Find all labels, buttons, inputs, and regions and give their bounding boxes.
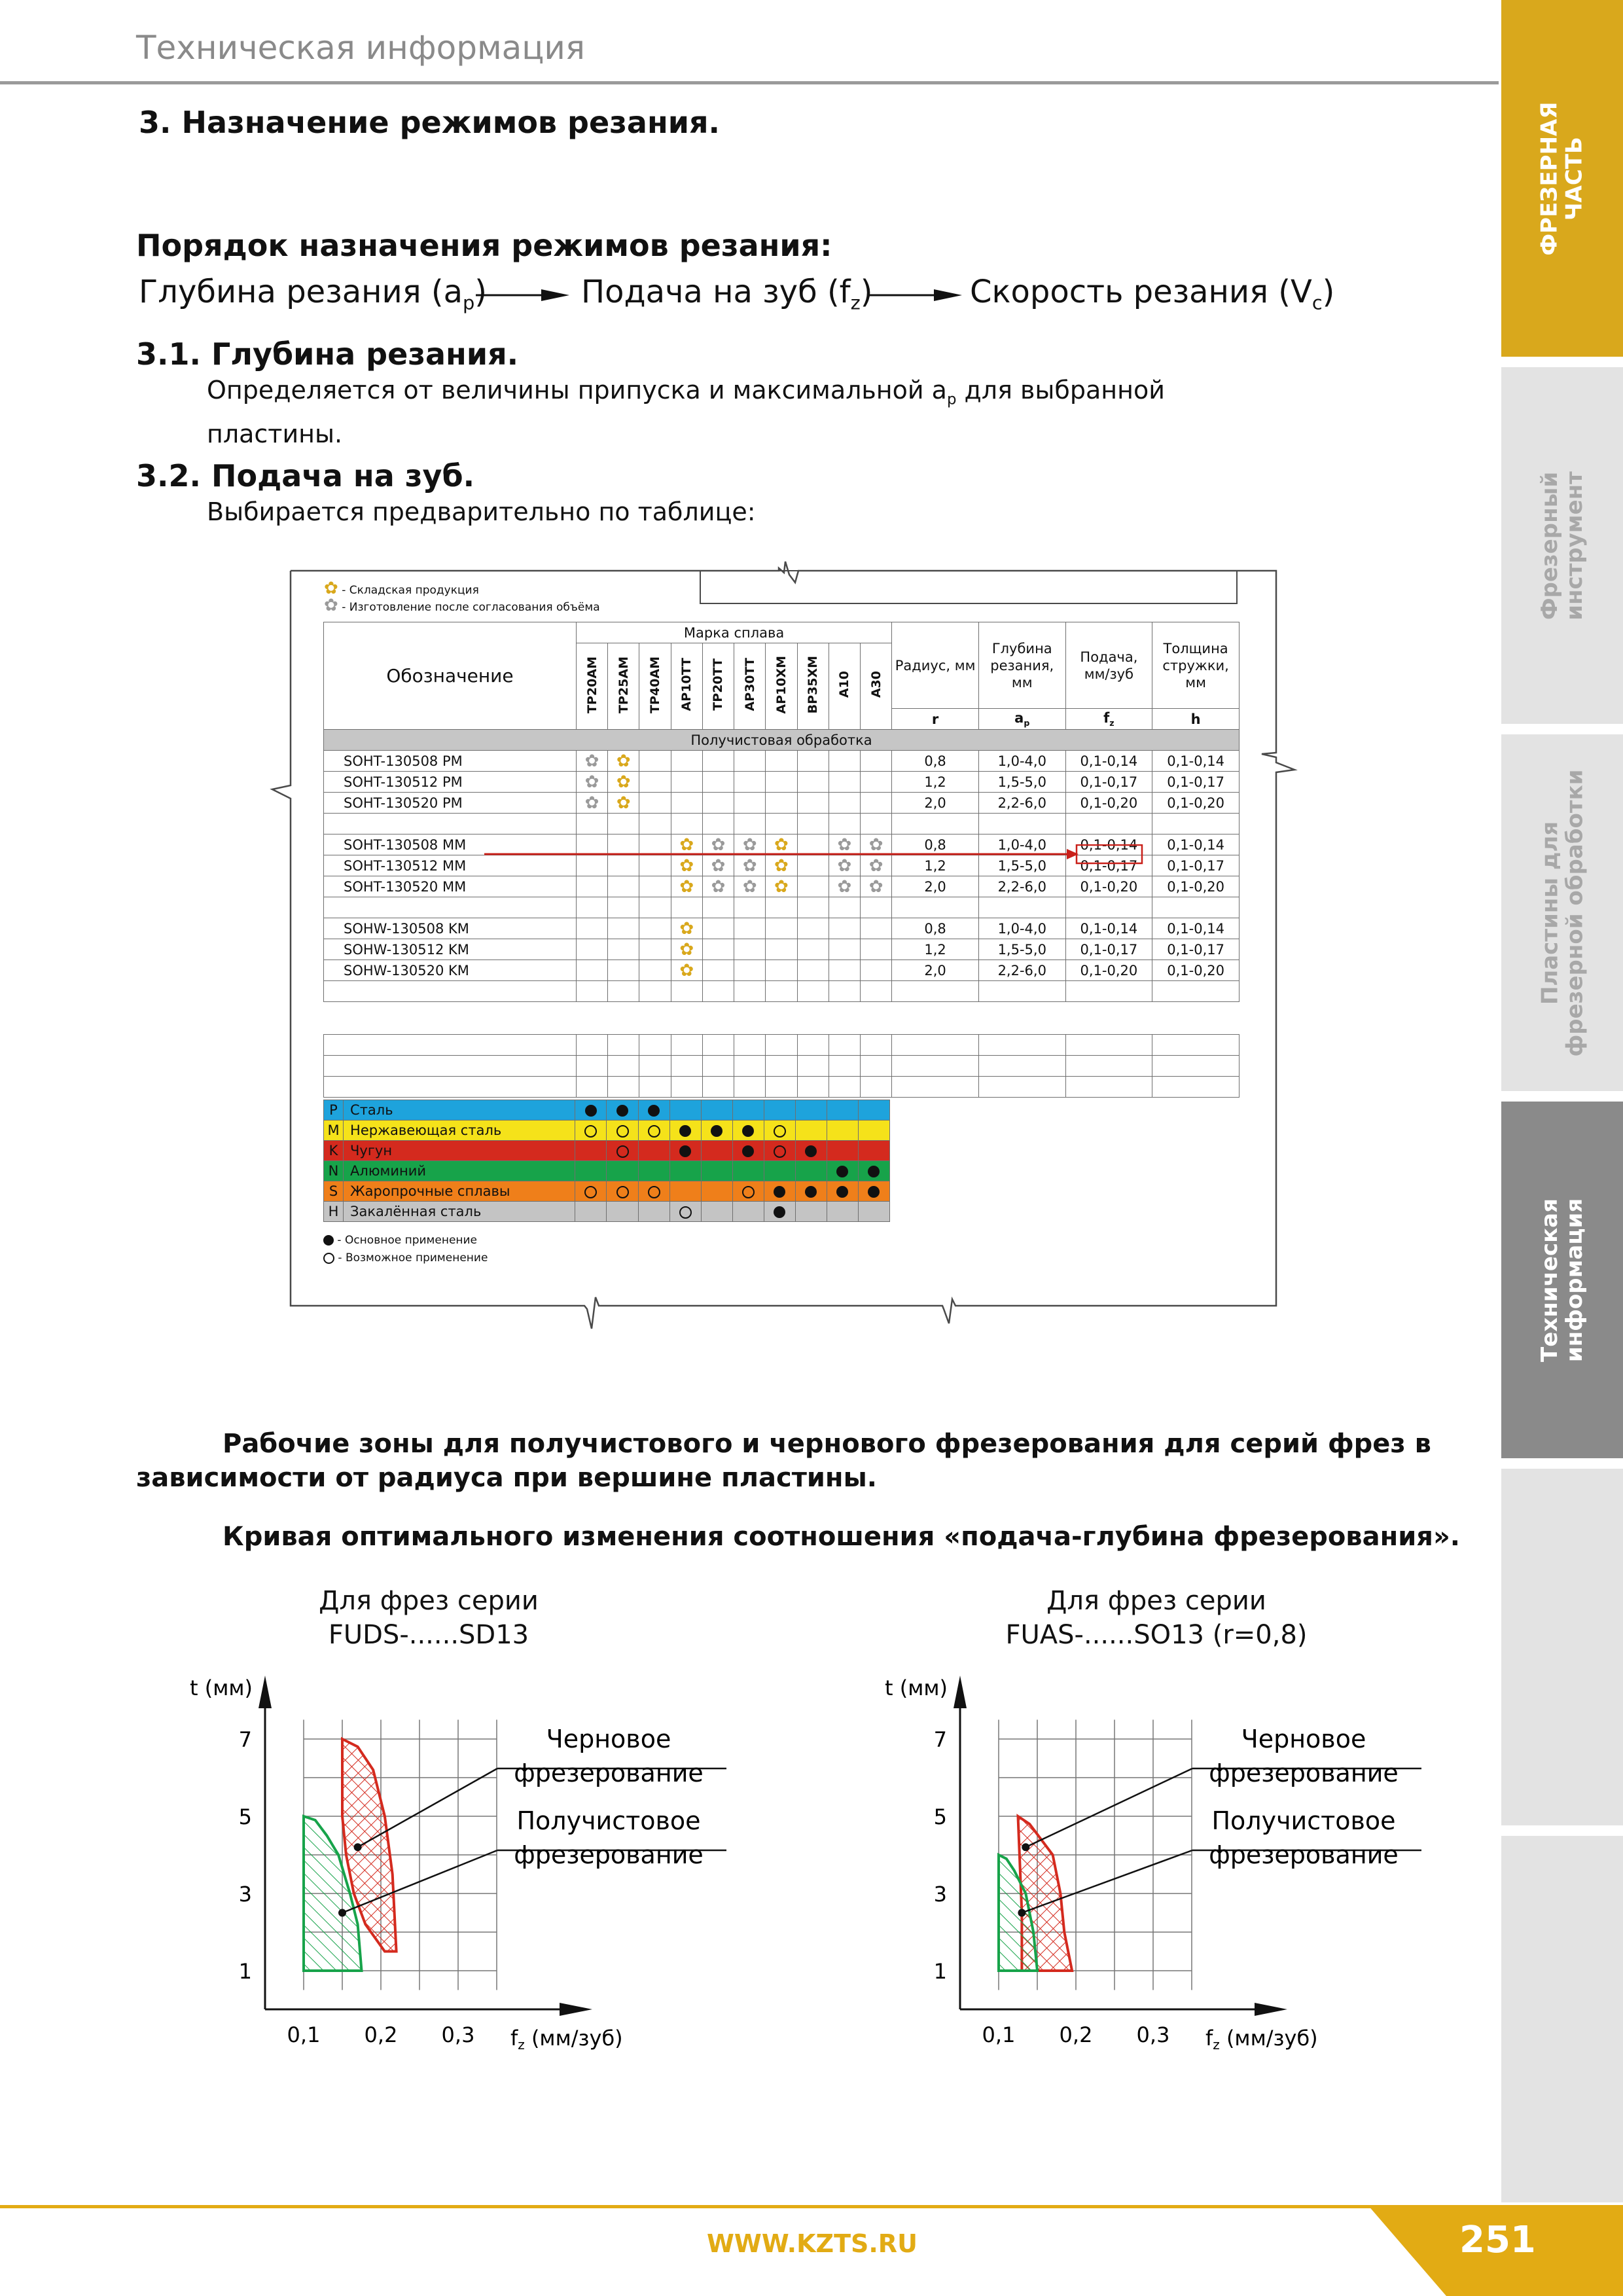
chart-right xyxy=(885,1584,1487,2094)
grade-header: TP20TT xyxy=(702,643,734,730)
ring-dot-icon xyxy=(584,1125,597,1138)
zone-label: Получистовое xyxy=(1211,1806,1396,1835)
sym-h: h xyxy=(1152,709,1240,730)
side-tab-tech-info[interactable] xyxy=(1501,1102,1623,1458)
filled-dot-icon xyxy=(679,1145,691,1157)
y-axis-arrow-icon xyxy=(954,1676,967,1708)
row-r: 2,0 xyxy=(892,960,979,981)
material-row xyxy=(324,1121,890,1141)
filled-dot-icon xyxy=(868,1166,880,1177)
row-designation: SOHT-130520 MM xyxy=(324,876,577,897)
row-ap: 1,0-4,0 xyxy=(978,751,1065,772)
leader-dot-icon xyxy=(338,1909,346,1917)
side-tab-label-1: Пластины для xyxy=(1537,821,1563,1005)
side-tab-label-2: фрезерной обработки xyxy=(1561,769,1588,1056)
leader-dot-icon xyxy=(354,1843,362,1851)
star-icon: ✿ xyxy=(679,918,694,939)
tick-label: 1 xyxy=(933,1959,947,1984)
material-row xyxy=(324,1141,890,1161)
zone-label: фрезерование xyxy=(514,1759,704,1787)
col-grade: Марка сплава xyxy=(576,622,891,643)
filled-dot-icon xyxy=(742,1145,754,1157)
section-semi-finish: Получистовая обработка xyxy=(324,730,1240,751)
row-ap: 2,2-6,0 xyxy=(978,960,1065,981)
y-axis-label: t (мм) xyxy=(190,1676,253,1700)
row-designation: SOHW-130508 KM xyxy=(324,918,577,939)
s31-title: 3.1. Глубина резания. xyxy=(136,336,519,372)
material-name: Алюминий xyxy=(344,1161,575,1181)
filled-dot-icon xyxy=(711,1125,722,1137)
chart-plot xyxy=(885,1669,1487,2094)
row-r: 0,8 xyxy=(892,751,979,772)
star-outline-icon: ✿ xyxy=(324,596,338,615)
footer-divider xyxy=(0,2205,1374,2208)
star-icon: ✿ xyxy=(679,939,694,960)
side-tab-milling-tools[interactable] xyxy=(1501,367,1623,724)
zone-label: Черновое xyxy=(1241,1725,1366,1753)
star-outline-icon: ✿ xyxy=(837,876,852,897)
ring-dot-icon xyxy=(616,1125,629,1138)
col-radius: Радиус, мм xyxy=(892,622,979,709)
ring-dot-icon xyxy=(774,1145,786,1158)
side-tab-label-1: Фрезерный xyxy=(1537,471,1563,620)
sym-ap: $a_p$ xyxy=(978,709,1065,730)
x-axis-arrow-icon xyxy=(1255,2003,1287,2016)
material-name: Чугун xyxy=(344,1141,575,1161)
row-fz: 0,1-0,20 xyxy=(1065,876,1152,897)
row-fz: 0,1-0,17 xyxy=(1065,939,1152,960)
row-designation: SOHT-130520 PM xyxy=(324,793,577,814)
star-outline-icon: ✿ xyxy=(584,751,599,771)
side-tab-label-2: информация xyxy=(1561,1198,1588,1362)
s32-text: Выбирается предварительно по таблице: xyxy=(207,497,756,526)
filled-dot-icon xyxy=(774,1186,785,1198)
star-outline-icon: ✿ xyxy=(742,876,757,897)
row-ap: 1,0-4,0 xyxy=(978,834,1065,855)
footer-url[interactable]: WWW.KZTS.RU xyxy=(707,2229,918,2258)
table-row xyxy=(324,918,1240,939)
row-r: 2,0 xyxy=(892,793,979,814)
row-fz: 0,1-0,17 xyxy=(1065,855,1152,876)
row-designation: SOHT-130508 PM xyxy=(324,751,577,772)
row-r xyxy=(892,897,979,918)
col-chip: Толщина стружки, мм xyxy=(1152,622,1240,709)
row-fz: 0,1-0,20 xyxy=(1065,960,1152,981)
x-axis-arrow-icon xyxy=(560,2003,592,2016)
tick-label: 0,1 xyxy=(287,2022,321,2047)
leader-dot-icon xyxy=(1018,1909,1026,1917)
star-outline-icon: ✿ xyxy=(868,876,883,897)
zone-label: Черновое xyxy=(546,1725,671,1753)
order-step-speed: Скорость резания $(V_c)$ xyxy=(970,274,1335,314)
row-r xyxy=(892,814,979,834)
star-icon: ✿ xyxy=(616,793,631,813)
tick-label: 0,2 xyxy=(364,2022,398,2047)
row-designation xyxy=(324,814,577,834)
row-ap xyxy=(978,814,1065,834)
chart-title: Для фрез серии FUAS-......SO13 (r=0,8) xyxy=(1005,1586,1308,1650)
row-designation: SOHT-130512 MM xyxy=(324,855,577,876)
x-axis-label: fz (мм/зуб) xyxy=(510,2026,623,2053)
sym-fz: $f_z$ xyxy=(1065,709,1152,730)
feed-table xyxy=(323,622,1240,1002)
row-fz: 0,1-0,20 xyxy=(1065,793,1152,814)
row-fz: 0,1-0,14 xyxy=(1065,751,1152,772)
row-ap: 2,2-6,0 xyxy=(978,876,1065,897)
material-code: S xyxy=(324,1181,344,1202)
page-number: 251 xyxy=(1459,2219,1536,2261)
row-ap: 1,5-5,0 xyxy=(978,855,1065,876)
zone-label: фрезерование xyxy=(1209,1840,1399,1869)
row-r xyxy=(892,981,979,1002)
zone-label: фрезерование xyxy=(1209,1759,1399,1787)
row-designation xyxy=(324,897,577,918)
row-r: 0,8 xyxy=(892,834,979,855)
ring-dot-icon xyxy=(648,1125,660,1138)
y-axis-label: t (мм) xyxy=(885,1676,948,1700)
star-icon: ✿ xyxy=(774,855,789,876)
material-code: H xyxy=(324,1202,344,1222)
material-row xyxy=(324,1161,890,1181)
star-outline-icon: ✿ xyxy=(868,855,883,876)
col-depth: Глубина резания, мм xyxy=(978,622,1065,709)
curve-title: Кривая оптимального изменения соотношения «подача-глубина фрезерования». xyxy=(223,1522,1460,1552)
star-outline-icon: ✿ xyxy=(711,876,726,897)
star-outline-icon: ✿ xyxy=(868,834,883,855)
s31-text: Определяется от величины припуска и максимальной $a_p$ для выбранной пластины. xyxy=(207,376,1165,448)
row-fz: 0,1-0,14 xyxy=(1065,834,1152,855)
side-tab-label-1: Техническая xyxy=(1537,1198,1563,1362)
s32-title: 3.2. Подача на зуб. xyxy=(136,458,475,493)
arrow-icon xyxy=(473,285,571,305)
star-outline-icon: ✿ xyxy=(837,834,852,855)
row-fz: 0,1-0,17 xyxy=(1065,772,1152,793)
grade-header: A30 xyxy=(861,643,892,730)
grade-header: AP30TT xyxy=(734,643,766,730)
star-icon: ✿ xyxy=(679,855,694,876)
side-tab-label-1: ФРЕЗЕРНАЯ xyxy=(1537,101,1563,256)
material-code: N xyxy=(324,1161,344,1181)
star-icon: ✿ xyxy=(324,579,338,598)
row-fz xyxy=(1065,981,1152,1002)
row-ap: 2,2-6,0 xyxy=(978,793,1065,814)
tick-label: 3 xyxy=(238,1882,252,1907)
ring-dot-icon xyxy=(323,1253,334,1264)
header-title: Техническая информация xyxy=(136,29,585,67)
tick-label: 5 xyxy=(238,1804,252,1829)
grade-header: AP10TT xyxy=(671,643,702,730)
header-divider xyxy=(0,81,1499,84)
grade-header: BP35XM xyxy=(797,643,829,730)
row-r: 1,2 xyxy=(892,772,979,793)
row-ap xyxy=(978,981,1065,1002)
y-axis-arrow-icon xyxy=(259,1676,272,1708)
star-icon: ✿ xyxy=(616,772,631,792)
tick-label: 0,3 xyxy=(441,2022,475,2047)
leader-line xyxy=(1026,1768,1192,1847)
row-h: 0,1-0,20 xyxy=(1152,960,1240,981)
legend-possible: - Возможное применение xyxy=(323,1251,488,1265)
filled-dot-icon xyxy=(868,1186,880,1198)
row-r: 2,0 xyxy=(892,876,979,897)
section-3-title: 3. Назначение режимов резания. xyxy=(139,105,720,140)
material-row xyxy=(324,1181,890,1202)
row-r: 1,2 xyxy=(892,855,979,876)
row-h: 0,1-0,14 xyxy=(1152,918,1240,939)
row-designation: SOHW-130512 KM xyxy=(324,939,577,960)
col-feed: Подача, мм/зуб xyxy=(1065,622,1152,709)
filled-dot-icon xyxy=(323,1235,334,1246)
tick-label: 0,2 xyxy=(1059,2022,1093,2047)
chart-plot xyxy=(190,1669,792,2094)
star-outline-icon: ✿ xyxy=(584,793,599,813)
leader-dot-icon xyxy=(1022,1843,1029,1851)
star-outline-icon: ✿ xyxy=(711,855,726,876)
side-tab-inserts[interactable] xyxy=(1501,734,1623,1091)
col-designation: Обозначение xyxy=(324,622,577,730)
material-row xyxy=(324,1100,890,1121)
star-outline-icon: ✿ xyxy=(584,772,599,792)
x-axis-label: fz (мм/зуб) xyxy=(1205,2026,1318,2053)
filled-dot-icon xyxy=(742,1125,754,1137)
grade-header: TP20AM xyxy=(576,643,607,730)
tick-label: 0,3 xyxy=(1136,2022,1170,2047)
filled-dot-icon xyxy=(836,1166,848,1177)
ring-dot-icon xyxy=(584,1186,597,1198)
grade-header: TP25AM xyxy=(608,643,639,730)
material-code: M xyxy=(324,1121,344,1141)
material-name: Закалённая сталь xyxy=(344,1202,575,1222)
row-ap: 1,5-5,0 xyxy=(978,939,1065,960)
material-code: K xyxy=(324,1141,344,1161)
material-name: Сталь xyxy=(344,1100,575,1121)
material-code: P xyxy=(324,1100,344,1121)
row-h: 0,1-0,14 xyxy=(1152,834,1240,855)
material-table xyxy=(323,1100,890,1222)
legend-main: - Основное применение xyxy=(323,1234,477,1247)
table-row xyxy=(324,960,1240,981)
table-row xyxy=(324,814,1240,834)
row-h: 0,1-0,14 xyxy=(1152,751,1240,772)
star-outline-icon: ✿ xyxy=(742,834,757,855)
side-tab-label-2: ЧАСТЬ xyxy=(1561,136,1588,221)
row-h: 0,1-0,20 xyxy=(1152,793,1240,814)
feed-table-blank xyxy=(323,1034,1240,1098)
side-tab-milling-part[interactable] xyxy=(1501,0,1623,357)
star-icon: ✿ xyxy=(679,960,694,980)
table-row xyxy=(324,751,1240,772)
ring-dot-icon xyxy=(679,1206,692,1219)
grade-header: AP10XM xyxy=(766,643,797,730)
side-tab-label-2: инструмент xyxy=(1561,471,1588,620)
chart-left xyxy=(190,1584,792,2094)
star-icon: ✿ xyxy=(679,876,694,897)
row-ap: 1,0-4,0 xyxy=(978,918,1065,939)
row-designation: SOHT-130512 PM xyxy=(324,772,577,793)
legend-order: ✿ - Изготовление после согласования объёма xyxy=(324,596,600,615)
row-ap xyxy=(978,897,1065,918)
row-designation: SOHT-130508 MM xyxy=(324,834,577,855)
filled-dot-icon xyxy=(836,1186,848,1198)
material-name: Нержавеющая сталь xyxy=(344,1121,575,1141)
order-step-depth: Глубина резания $(a_p)$ xyxy=(139,274,488,314)
grade-header: TP40AM xyxy=(639,643,671,730)
ring-dot-icon xyxy=(742,1186,755,1198)
row-h xyxy=(1152,981,1240,1002)
tick-label: 3 xyxy=(933,1882,947,1907)
table-row xyxy=(324,981,1240,1002)
selection-arrow xyxy=(458,844,1152,870)
filled-dot-icon xyxy=(679,1125,691,1137)
ring-dot-icon xyxy=(616,1186,629,1198)
tick-label: 7 xyxy=(238,1727,252,1752)
ring-dot-icon xyxy=(616,1145,629,1158)
row-r: 0,8 xyxy=(892,918,979,939)
side-tab-blank-2 xyxy=(1501,1836,1623,2202)
order-title: Порядок назначения режимов резания: xyxy=(136,228,832,263)
sym-r: r xyxy=(892,709,979,730)
row-fz xyxy=(1065,814,1152,834)
row-designation: SOHW-130520 KM xyxy=(324,960,577,981)
row-h: 0,1-0,17 xyxy=(1152,939,1240,960)
star-outline-icon: ✿ xyxy=(837,855,852,876)
filled-dot-icon xyxy=(774,1206,785,1218)
legend-stock: ✿ - Складская продукция xyxy=(324,579,479,598)
order-step-feed: Подача на зуб $(f_z)$ xyxy=(581,274,873,314)
filled-dot-icon xyxy=(616,1105,628,1117)
material-name: Жаропрочные сплавы xyxy=(344,1181,575,1202)
row-ap: 1,5-5,0 xyxy=(978,772,1065,793)
filled-dot-icon xyxy=(648,1105,660,1117)
chart-title: Для фрез серии FUDS-......SD13 xyxy=(319,1586,539,1650)
tick-label: 1 xyxy=(238,1959,252,1984)
row-fz xyxy=(1065,897,1152,918)
table-row xyxy=(324,939,1240,960)
star-icon: ✿ xyxy=(616,751,631,771)
tick-label: 5 xyxy=(933,1804,947,1829)
star-outline-icon: ✿ xyxy=(711,834,726,855)
table-row xyxy=(324,793,1240,814)
star-icon: ✿ xyxy=(774,834,789,855)
row-h: 0,1-0,20 xyxy=(1152,876,1240,897)
tick-label: 7 xyxy=(933,1727,947,1752)
table-row xyxy=(324,772,1240,793)
table-row xyxy=(324,897,1240,918)
zone-label: Получистовое xyxy=(516,1806,701,1835)
material-row xyxy=(324,1202,890,1222)
filled-dot-icon xyxy=(805,1186,817,1198)
star-icon: ✿ xyxy=(679,834,694,855)
row-h: 0,1-0,17 xyxy=(1152,855,1240,876)
row-fz: 0,1-0,14 xyxy=(1065,918,1152,939)
star-icon: ✿ xyxy=(774,876,789,897)
ring-dot-icon xyxy=(774,1125,786,1138)
star-outline-icon: ✿ xyxy=(742,855,757,876)
filled-dot-icon xyxy=(585,1105,597,1117)
side-tab-blank-1 xyxy=(1501,1469,1623,1825)
ring-dot-icon xyxy=(648,1186,660,1198)
row-h xyxy=(1152,897,1240,918)
row-r: 1,2 xyxy=(892,939,979,960)
row-designation xyxy=(324,981,577,1002)
row-h: 0,1-0,17 xyxy=(1152,772,1240,793)
tick-label: 0,1 xyxy=(982,2022,1016,2047)
filled-dot-icon xyxy=(805,1145,817,1157)
grade-header: A10 xyxy=(829,643,860,730)
table-row xyxy=(324,876,1240,897)
zones-text: Рабочие зоны для получистового и чернового фрезерования для серий фрез в зависимости от радиуса при вершине пластины. xyxy=(136,1429,1431,1493)
row-h xyxy=(1152,814,1240,834)
zone-label: фрезерование xyxy=(514,1840,704,1869)
arrow-icon xyxy=(865,285,963,305)
